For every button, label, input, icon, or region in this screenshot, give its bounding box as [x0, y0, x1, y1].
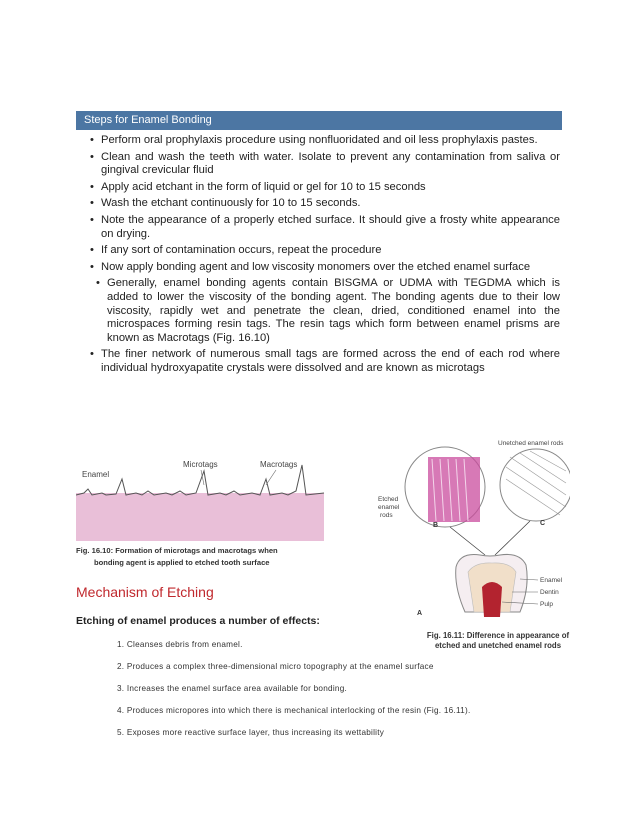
list-item: • Perform oral prophylaxis procedure using nonfluoridated and oil less prophylaxis pastes.	[90, 134, 560, 148]
label-enamel: Enamel	[82, 470, 110, 479]
enamel-layer	[76, 493, 324, 541]
list-item: • If any sort of contamination occurs, repeat the procedure	[90, 244, 560, 258]
list-item: • Clean and wash the teeth with water. Isolate to prevent any contamination from saliva or gingival crevicular fluid	[90, 151, 560, 178]
section-header-bar	[76, 111, 562, 130]
label-dentin: Dentin	[540, 589, 559, 596]
section-title-mechanism: Mechanism of Etching	[76, 584, 214, 600]
label-etched-3: rods	[380, 512, 393, 519]
pulp	[482, 582, 502, 617]
caption-line-1: Fig. 16.10: Formation of microtags and macrotags when	[76, 546, 278, 555]
bonding-steps-list	[90, 134, 560, 379]
label-macrotags: Macrotags	[260, 460, 298, 469]
label-etched-2: enamel	[378, 504, 400, 511]
list-item: 2. Produces a complex three-dimensional micro topography at the enamel surface	[117, 662, 434, 671]
list-item: 1. Cleanses debris from enamel.	[117, 640, 243, 649]
mechanism-intro: Etching of enamel produces a number of effects:	[76, 615, 320, 627]
list-item: • Note the appearance of a properly etched surface. It should give a frosty white appearance on drying.	[90, 214, 560, 241]
caption-line-1: Fig. 16.11: Difference in appearance of	[426, 631, 570, 640]
list-item: • Now apply bonding agent and low viscosity monomers over the etched enamel surface	[90, 261, 560, 275]
list-item: 4. Produces micropores into which there is mechanical interlocking of the resin (Fig. 16.11).	[117, 706, 471, 715]
label-c: C	[540, 520, 546, 527]
list-item: • Wash the etchant continuously for 10 to 15 seconds.	[90, 197, 560, 211]
figure-16-10	[76, 455, 338, 570]
label-enamel: Enamel	[540, 577, 563, 584]
list-item-sub: • Generally, enamel bonding agents contain BISGMA or UDMA with TEGDMA which is added to lower the viscosity of the bonding agent. The bonding agents due to their low viscosity, rapidly wet and penetrate the clean, dried, conditioned enamel into the microspaces forming resin tags. The resin tags which form between enamel prisms are known as Macrotags (Fig. 16.10)	[96, 277, 560, 345]
caption-line-2: etched and unetched enamel rods	[434, 641, 562, 650]
list-item: 5. Exposes more reactive surface layer, thus increasing its wettability	[117, 728, 385, 737]
label-etched-1: Etched	[378, 496, 399, 503]
list-item: • The finer network of numerous small tags are formed across the end of each rod where individual hydroxyapatite crystals were dissolved and are known as microtags	[90, 348, 560, 375]
figure-16-11	[370, 437, 570, 627]
etching-effects-list	[117, 634, 470, 744]
list-item: • Apply acid etchant in the form of liquid or gel for 10 to 15 seconds	[90, 181, 560, 195]
list-item: 3. Increases the enamel surface area available for bonding.	[117, 684, 348, 693]
section-header-title: Steps for Enamel Bonding	[84, 114, 212, 126]
caption-line-2: bonding agent is applied to etched tooth surface	[94, 558, 270, 567]
label-a: A	[417, 610, 423, 617]
label-b: B	[433, 522, 439, 529]
label-microtags: Microtags	[183, 460, 218, 469]
label-unetched: Unetched enamel rods	[498, 440, 564, 447]
magnified-unetched	[500, 449, 570, 521]
label-pulp: Pulp	[540, 601, 554, 608]
